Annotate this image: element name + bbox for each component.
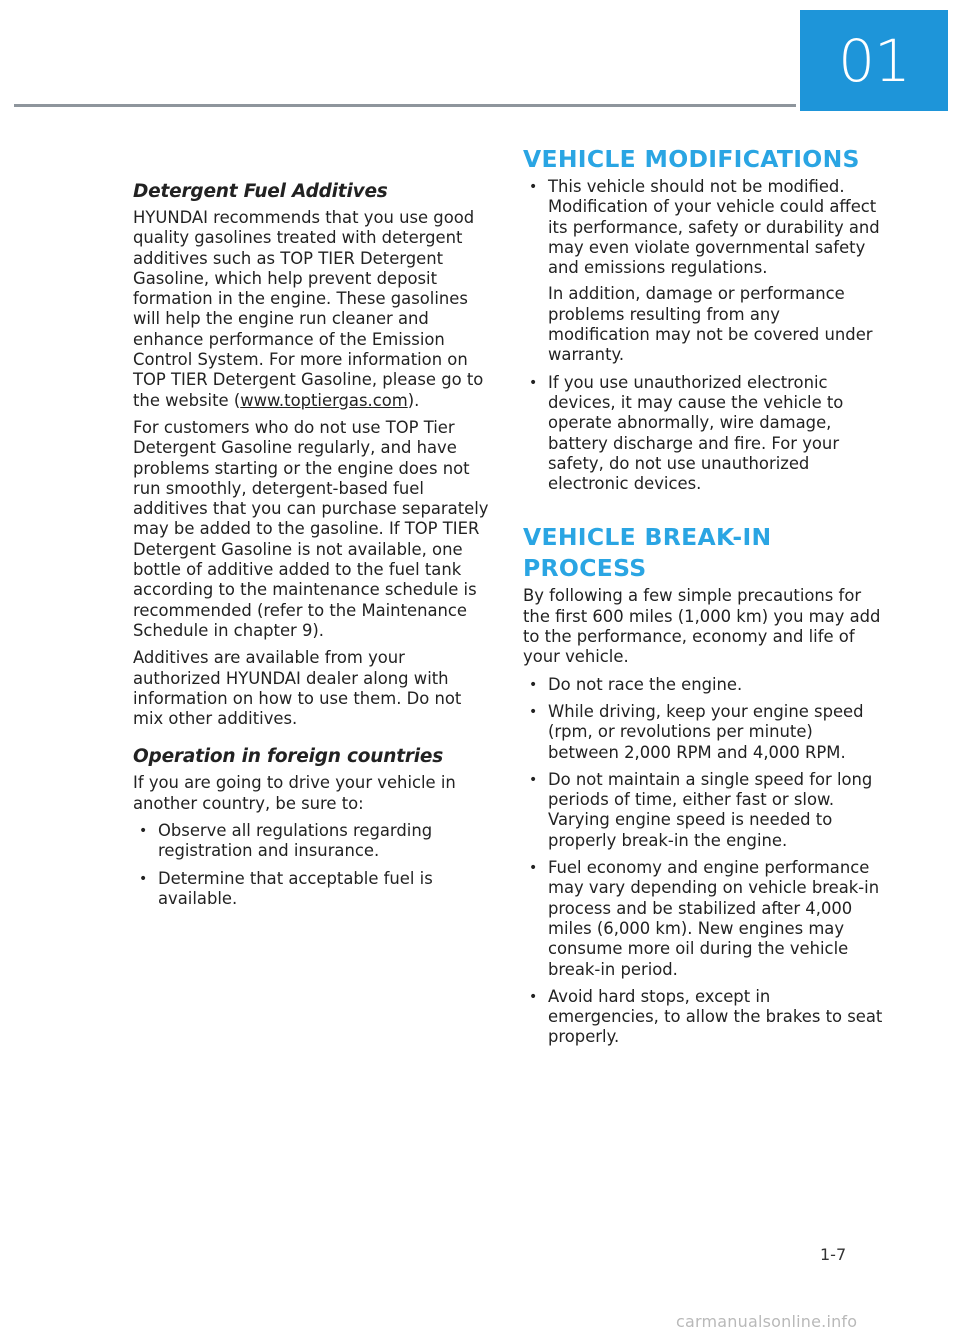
paragraph-text: HYUNDAI recommends that you use good quality gasolines treated with detergent additives such as TOP TIER Detergent Gasoline, which help prevent deposit formation in the engine. These gasolines will help the engine run cleaner and enhance performance of the Emission Control System. For more information on TOP TIER Detergent Gasoline, please go to the website ( (133, 208, 484, 410)
list-item-text: Determine that acceptable fuel is available. (158, 868, 433, 908)
bullet-icon: • (529, 988, 538, 1005)
list-item (523, 987, 883, 1048)
list-item-text: Do not maintain a single speed for long periods of time, either fast or slow. Varying engine speed is needed to properly break-in the engine. (548, 769, 873, 850)
fuel-additives-paragraph-1 (133, 208, 491, 411)
section-heading-foreign-countries: Operation in foreign countries (133, 746, 444, 768)
list-item-text: This vehicle should not be modified. Modification of your vehicle could affect its performance, safety or durability and may even violate governmental safety and emissions regulations. (548, 177, 880, 278)
bullet-icon: • (139, 870, 148, 887)
right-column (523, 144, 883, 1055)
list-item (523, 858, 883, 980)
paragraph-text-end: ). (407, 390, 420, 410)
bullet-icon: • (529, 374, 538, 391)
chapter-number: 01 (838, 26, 910, 95)
list-item-extra-paragraph: In addition, damage or performance problems resulting from any modification may not be covered under warranty. (548, 284, 873, 365)
header-rule (14, 104, 796, 107)
list-item-text: If you use unauthorized electronic devices, it may cause the vehicle to operate abnormally, wire damage, battery discharge and fire. For your safety, do not use unauthorized electronic devices. (548, 372, 844, 494)
section-heading-fuel-additives: Detergent Fuel Additives (133, 181, 388, 202)
list-item (133, 869, 491, 910)
foreign-countries-list (133, 821, 491, 909)
list-item (523, 702, 883, 763)
foreign-countries-intro: If you are going to drive your vehicle in another country, be sure to: (133, 773, 456, 813)
bullet-icon: • (529, 860, 538, 877)
list-item-text: Observe all regulations regarding registration and insurance. (158, 821, 433, 861)
chapter-tab (800, 10, 948, 111)
list-item (523, 177, 883, 366)
list-item (523, 770, 883, 851)
section-heading-break-in: VEHICLE BREAK-IN PROCESS (523, 523, 772, 583)
bullet-icon: • (529, 771, 538, 788)
break-in-list (523, 675, 883, 1048)
fuel-additives-paragraph-3: Additives are available from your authorized HYUNDAI dealer along with information on how to use them. Do not mix other additives. (133, 648, 462, 729)
bullet-icon: • (139, 823, 148, 840)
left-column (133, 180, 491, 916)
list-item-text: Do not race the engine. (548, 674, 743, 694)
section-heading-vehicle-modifications: VEHICLE MODIFICATIONS (523, 145, 860, 173)
modifications-list (523, 177, 883, 494)
bullet-icon: • (529, 676, 538, 693)
fuel-additives-paragraph-2: For customers who do not use TOP Tier Detergent Gasoline regularly, and have problems starting or the engine does not run smoothly, detergent-based fuel additives that you can purchase separately may be added to the gasoline. If TOP TIER Detergent Gasoline is not available, one bottle of additive added to the fuel tank according to the maintenance schedule is recommended (refer to the Maintenance Schedule in chapter 9). (133, 417, 489, 640)
list-item (133, 821, 491, 862)
break-in-intro: By following a few simple precautions for the first 600 miles (1,000 km) you may add to the performance, economy and life of your vehicle. (523, 586, 881, 667)
list-item-text: Fuel economy and engine performance may vary depending on vehicle break-in process and be stabilized after 4,000 miles (6,000 km). New engines may consume more oil during the vehicle break-in period. (548, 858, 880, 979)
watermark: carmanualsonline.info (676, 1312, 858, 1331)
list-item (523, 675, 883, 695)
page-number: 1-7 (820, 1245, 847, 1264)
list-item-text: While driving, keep your engine speed (rpm, or revolutions per minute) between 2,000 RPM and 4,000 RPM. (548, 701, 864, 762)
bullet-icon: • (529, 179, 538, 195)
list-item-text: Avoid hard stops, except in emergencies, to allow the brakes to seat properly. (548, 986, 883, 1047)
bullet-icon: • (529, 703, 538, 720)
toptier-website-link[interactable]: www.toptiergas.com (240, 390, 408, 410)
list-item (523, 373, 883, 495)
